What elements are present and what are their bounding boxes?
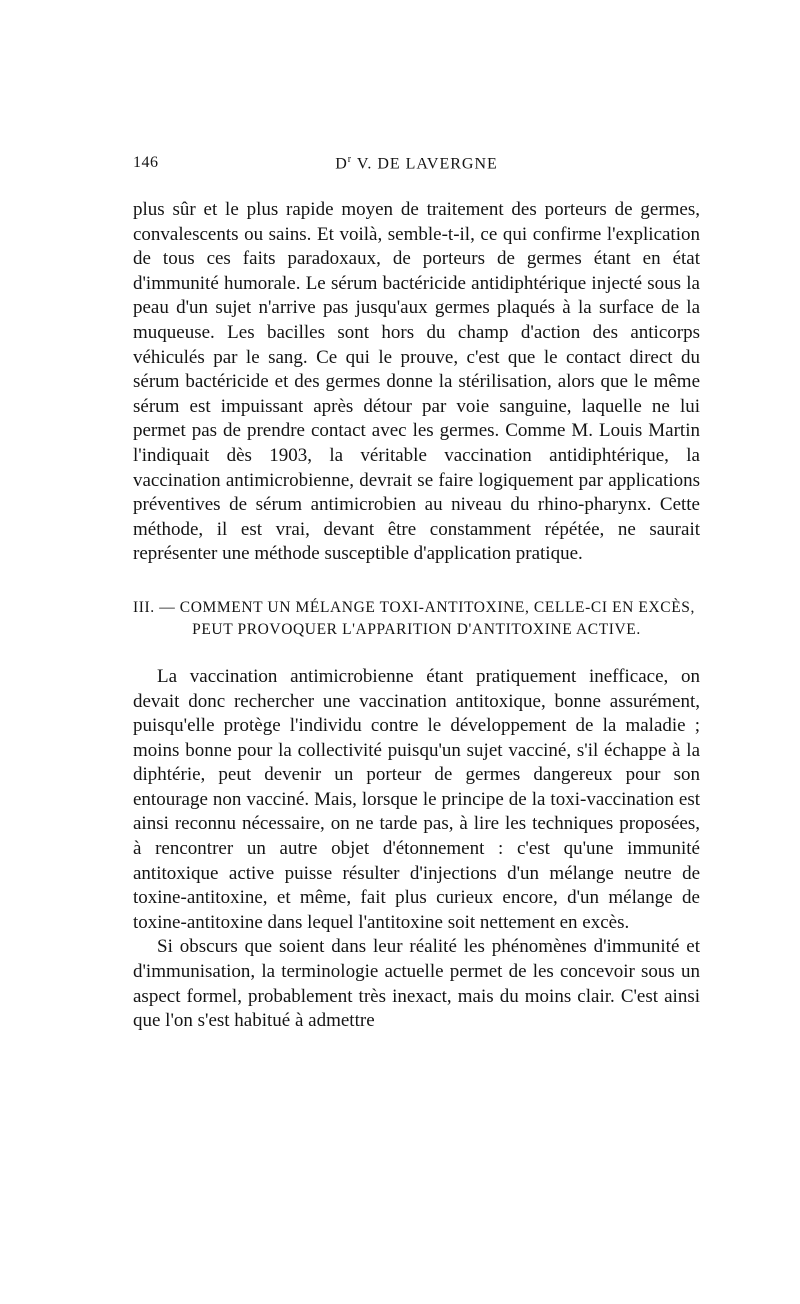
section-paragraph: Si obscurs que soient dans leur réalité les phénomènes d'immunité et d'immunisation, la terminologie actuelle permet de les concevoir sous un aspect formel, probablement très inexact, mais du moins clair. C'est ainsi que l'on s'est habitué à admettre — [133, 936, 700, 1032]
running-title — [133, 154, 700, 173]
section-heading — [133, 597, 700, 641]
page-number: 146 — [133, 154, 159, 171]
running-head — [133, 150, 700, 176]
running-title-prefix: D — [335, 155, 348, 173]
running-title-rest: V. DE LAVERGNE — [352, 155, 498, 173]
section-heading-line-1: III. — COMMENT UN MÉLANGE TOXI-ANTITOXINE, CELLE-CI EN EXCÈS, — [133, 598, 695, 616]
body-paragraph: plus sûr et le plus rapide moyen de traitement des porteurs de germes, convalescents ou sains. Et voilà, semble-t-il, ce qui confirme l'explication de tous ces faits paradoxaux, de porteurs de germes étant en état d'immunité humorale. Le sérum bactéricide antidiphtérique injecté sous la peau d'un sujet n'arrive pas jusqu'aux germes plaqués à la surface de la muqueuse. Les bacilles sont hors du champ d'action des anticorps véhiculés par le sang. Ce qui le prouve, c'est que le contact direct du sérum bactéricide et des germes donne la stérilisation, alors que le même sérum est impuissant après détour par voie sanguine, laquelle ne lui permet pas de prendre contact avec les germes. Comme M. Louis Martin l'indiquait dès 1903, la véritable vaccination antidiphtérique, la vaccination antimicrobienne, devrait se faire logiquement par applications préventives de sérum antimicrobien au niveau du rhino-pharynx. Cette méthode, il est vrai, devant être constamment répétée, ne saurait représenter une méthode susceptible d'application pratique. — [133, 199, 700, 565]
running-title-sup: r — [347, 154, 353, 165]
section-paragraph: La vaccination antimicrobienne étant pratiquement inefficace, on devait donc rechercher une vaccination antitoxique, bonne assurément, puisqu'elle protège l'individu contre le développement de la maladie ; moins bonne pour la collectivité puisqu'un sujet vacciné, s'il échappe à la diphtérie, peut devenir un porteur de germes dangereux pour son entourage non vacciné. Mais, lorsque le principe de la toxi-vaccination est ainsi reconnu nécessaire, on ne tarde pas, à lire les techniques proposées, à rencontrer un autre objet d'étonnement : c'est qu'une immunité antitoxique active puisse résulter d'injections d'un mélange neutre de toxine-antitoxine, et même, fait plus curieux encore, d'un mélange de toxine-antitoxine dans lequel l'antitoxine soit nettement en excès. — [133, 665, 700, 933]
book-page — [133, 150, 700, 1034]
section-heading-line-2: PEUT PROVOQUER L'APPARITION D'ANTITOXINE ACTIVE. — [192, 620, 641, 638]
